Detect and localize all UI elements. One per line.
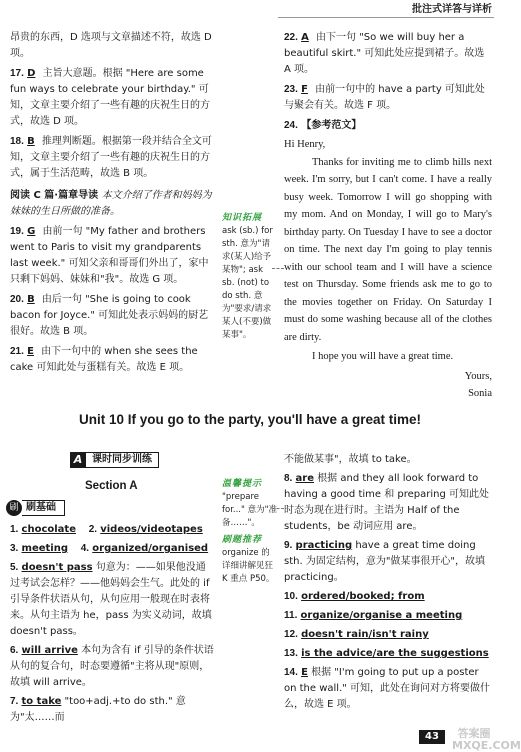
item-number: 9.: [284, 540, 293, 551]
letter-greeting: Hi Henry,: [284, 139, 326, 150]
item-number: 21.: [10, 346, 24, 357]
basic-practice-badge: [6, 500, 65, 516]
item-answer: B: [27, 294, 35, 305]
item-20: [10, 292, 215, 340]
item-answer: B: [27, 136, 35, 147]
item-explanation: 句意为：——如果他没通过考试会怎样？——他妈妈会生气。此处的 if 引导条件状语从句，从句应用一般现在时表将来。从句主语为 he，pass 为实义动词，故填 doesn't pass。: [10, 562, 212, 637]
basic-practice-label: 刷基础: [22, 500, 65, 516]
side-note-tips: [222, 478, 278, 586]
item-number: 3.: [10, 543, 19, 554]
item-10: [284, 589, 492, 605]
item-answer: organize/organise a meeting: [300, 610, 463, 621]
item-7: [10, 694, 215, 726]
item-number: 24.: [284, 120, 298, 131]
item-16-tail: 昂贵的东西，D 选项与文章描述不符，故选 D 项。: [10, 32, 212, 59]
item-7-tail: 不能做某事"，故填 to take。: [284, 454, 417, 465]
reading-summary: 本文介绍了作者和妈妈为妹妹的生日所做的准备。: [10, 190, 212, 217]
letter-body: Thanks for inviting me to climb hills next week. I'm sorry, but I can't come. I have a really busy week. Tomorrow I will go shopping with my mom. And on Monday, I will go to Mary's birthday party. On Tuesday I have to see a doctor on time. The next day I'm going to play tennis with our school team and I will have a science test on Thursday. Some friends ask me to go to the movies together on Friday. On Saturday I must do some washing because all of the clothes are dirty.: [284, 156, 492, 343]
item-answer: to take: [21, 696, 62, 707]
item-number: 2.: [88, 524, 98, 535]
item-answer: G: [27, 226, 36, 237]
item-explanation: have a great time doing sth. 为固定结构，意为"做某事很开心"，故填 practicing。: [284, 540, 486, 583]
item-13: [284, 646, 492, 662]
item-explanation: 根据 and they all look forward to having a good time 和 preparing 可知此处时态为现在进行时。主语为 Half of the students，be 动词应用 are。: [284, 473, 490, 532]
item-answer: doesn't rain/isn't rainy: [301, 629, 429, 640]
side-note-tag: 知识拓展: [222, 213, 263, 223]
item-number: 22.: [284, 32, 298, 43]
model-letter: [284, 136, 492, 403]
header-label: 批注式详答与详析: [412, 4, 492, 15]
item-answer: D: [27, 68, 36, 79]
item-explanation: 由前一句 "My father and brothers went to Paris to visit my grandparents last week." 可知父亲和哥哥们外出了，家中只剩下妈妈、妹妹和"我"。故选 G 项。: [10, 226, 209, 285]
left-top-column: [10, 30, 215, 378]
side-note-tag-2: 刷题推荐: [222, 535, 263, 545]
item-answer: F: [301, 84, 308, 95]
item-5: [10, 560, 215, 640]
item-answer: videos/videotapes: [100, 524, 203, 535]
item-number: 12.: [284, 629, 298, 640]
left-bottom-column: [10, 522, 215, 728]
item-8: [284, 471, 492, 535]
item-18: [10, 134, 215, 182]
item-explanation: 主旨大意题。根据 "Here are some fun ways to celebrate your birthday." 可知，文章主要介绍了一些有趣的庆祝生日的方式，故选 D 项。: [10, 68, 210, 127]
item-answer: will arrive: [21, 645, 78, 656]
brush-icon: 刷: [6, 500, 22, 516]
item-number: 18.: [10, 136, 24, 147]
item-answer: E: [301, 667, 308, 678]
item-number: 11.: [284, 610, 298, 621]
item-explanation: 根据 "I'm going to put up a poster on the wall." 可知，此处在询问对方将要做什么，故选 E 项。: [284, 667, 491, 710]
item-17: [10, 66, 215, 130]
item-explanation: 由前一句中的 have a party 可知此处与聚会有关。故选 F 项。: [284, 84, 485, 111]
item-explanation: 由下一句 "So we will buy her a beautiful skirt." 可知此处应提到裙子。故选 A 项。: [284, 32, 485, 75]
item-11: [284, 608, 492, 624]
item-number: 20.: [10, 294, 24, 305]
item-12: [284, 627, 492, 643]
item-answer: chocolate: [21, 524, 76, 535]
side-note-text: "prepare for..." 意为"准备……"。: [222, 492, 278, 528]
side-note-text: ask (sb.) for sth. 意为"请求(某人)给予某物"; ask sb. (not) to do sth. 意为"要求/请求某人(不要)做某事"。: [222, 226, 273, 340]
item-explanation: 本句为含有 if 引导的条件状语从句的复合句，时态要遵循"主将从现"原则，故填 will arrive。: [10, 645, 214, 688]
item-19: [10, 224, 215, 288]
item-number: 17.: [10, 68, 24, 79]
item-explanation: 推理判断题。根据第一段并结合全文可知，文章主要介绍了一些有趣的庆祝生日的方式，属于生活范畴，故选 B 项。: [10, 136, 212, 179]
item-22: [284, 30, 492, 78]
item-answer: doesn't pass: [21, 562, 93, 573]
header-rule: [278, 17, 494, 18]
item-explanation: 由后一句 "She is going to cook bacon for Joyce." 可知此处表示妈妈的厨艺很好。故选 B 项。: [10, 294, 209, 337]
item-answer: E: [27, 346, 34, 357]
page-number: 43: [419, 730, 445, 744]
item-answer: organized/organised: [92, 543, 209, 554]
badge-letter: A: [70, 452, 86, 468]
item-number: 10.: [284, 591, 298, 602]
side-note-text-2: organize 的详细讲解见狂 K 重点 P50。: [222, 548, 275, 584]
side-note-knowledge: [222, 212, 278, 342]
item-number: 4.: [80, 543, 90, 554]
item-9: [284, 538, 492, 586]
item-number: 1.: [10, 524, 19, 535]
reading-c-guide: [10, 188, 215, 220]
item-number: 6.: [10, 645, 19, 656]
item-number: 13.: [284, 648, 298, 659]
badge-text: 课时同步训练: [86, 452, 159, 468]
note-leader-line: [272, 268, 284, 269]
item-number: 23.: [284, 84, 298, 95]
item-answer: practicing: [295, 540, 353, 551]
item-answer: are: [295, 473, 314, 484]
reading-label: 阅读 C 篇·篇章导读: [10, 190, 99, 201]
item-14: [284, 665, 492, 713]
letter-sign-name: Sonia: [468, 388, 492, 399]
item-explanation: 由下一句中的 when she sees the cake 可知此处与蛋糕有关。故选 E 项。: [10, 346, 198, 373]
item-3-4: [10, 541, 215, 557]
item-answer: A: [301, 32, 309, 43]
right-bottom-column: [284, 452, 492, 715]
item-answer: meeting: [21, 543, 69, 554]
section-title: Section A: [85, 480, 138, 492]
watermark-logo: 答案圈 MXQE.COM: [452, 727, 521, 752]
right-top-column: [284, 30, 492, 403]
item-1-2: [10, 522, 215, 538]
item-number: 7.: [10, 696, 19, 707]
letter-closing: I hope you will have a great time.: [312, 351, 454, 362]
item-answer: is the advice/are the suggestions: [301, 648, 489, 659]
letter-sign-yours: Yours,: [464, 370, 492, 382]
item-number: 14.: [284, 667, 298, 678]
item-number: 5.: [10, 562, 19, 573]
item-answer: ordered/booked; from: [301, 591, 425, 602]
item-explanation: "too+adj.+to do sth." 意为"太……而: [10, 696, 186, 723]
item-21: [10, 344, 215, 376]
lesson-badge: [70, 452, 159, 468]
side-note-tag: 温馨提示: [222, 479, 263, 489]
unit-title: Unit 10 If you go to the party, you'll have a great time!: [78, 412, 421, 427]
item-number: 19.: [10, 226, 24, 237]
item-23: [284, 82, 492, 114]
item-number: 8.: [284, 473, 293, 484]
note-leader-line: [272, 508, 284, 509]
model-essay-title: 【参考范文】: [301, 120, 362, 131]
item-24: [284, 118, 492, 134]
item-6: [10, 643, 215, 691]
